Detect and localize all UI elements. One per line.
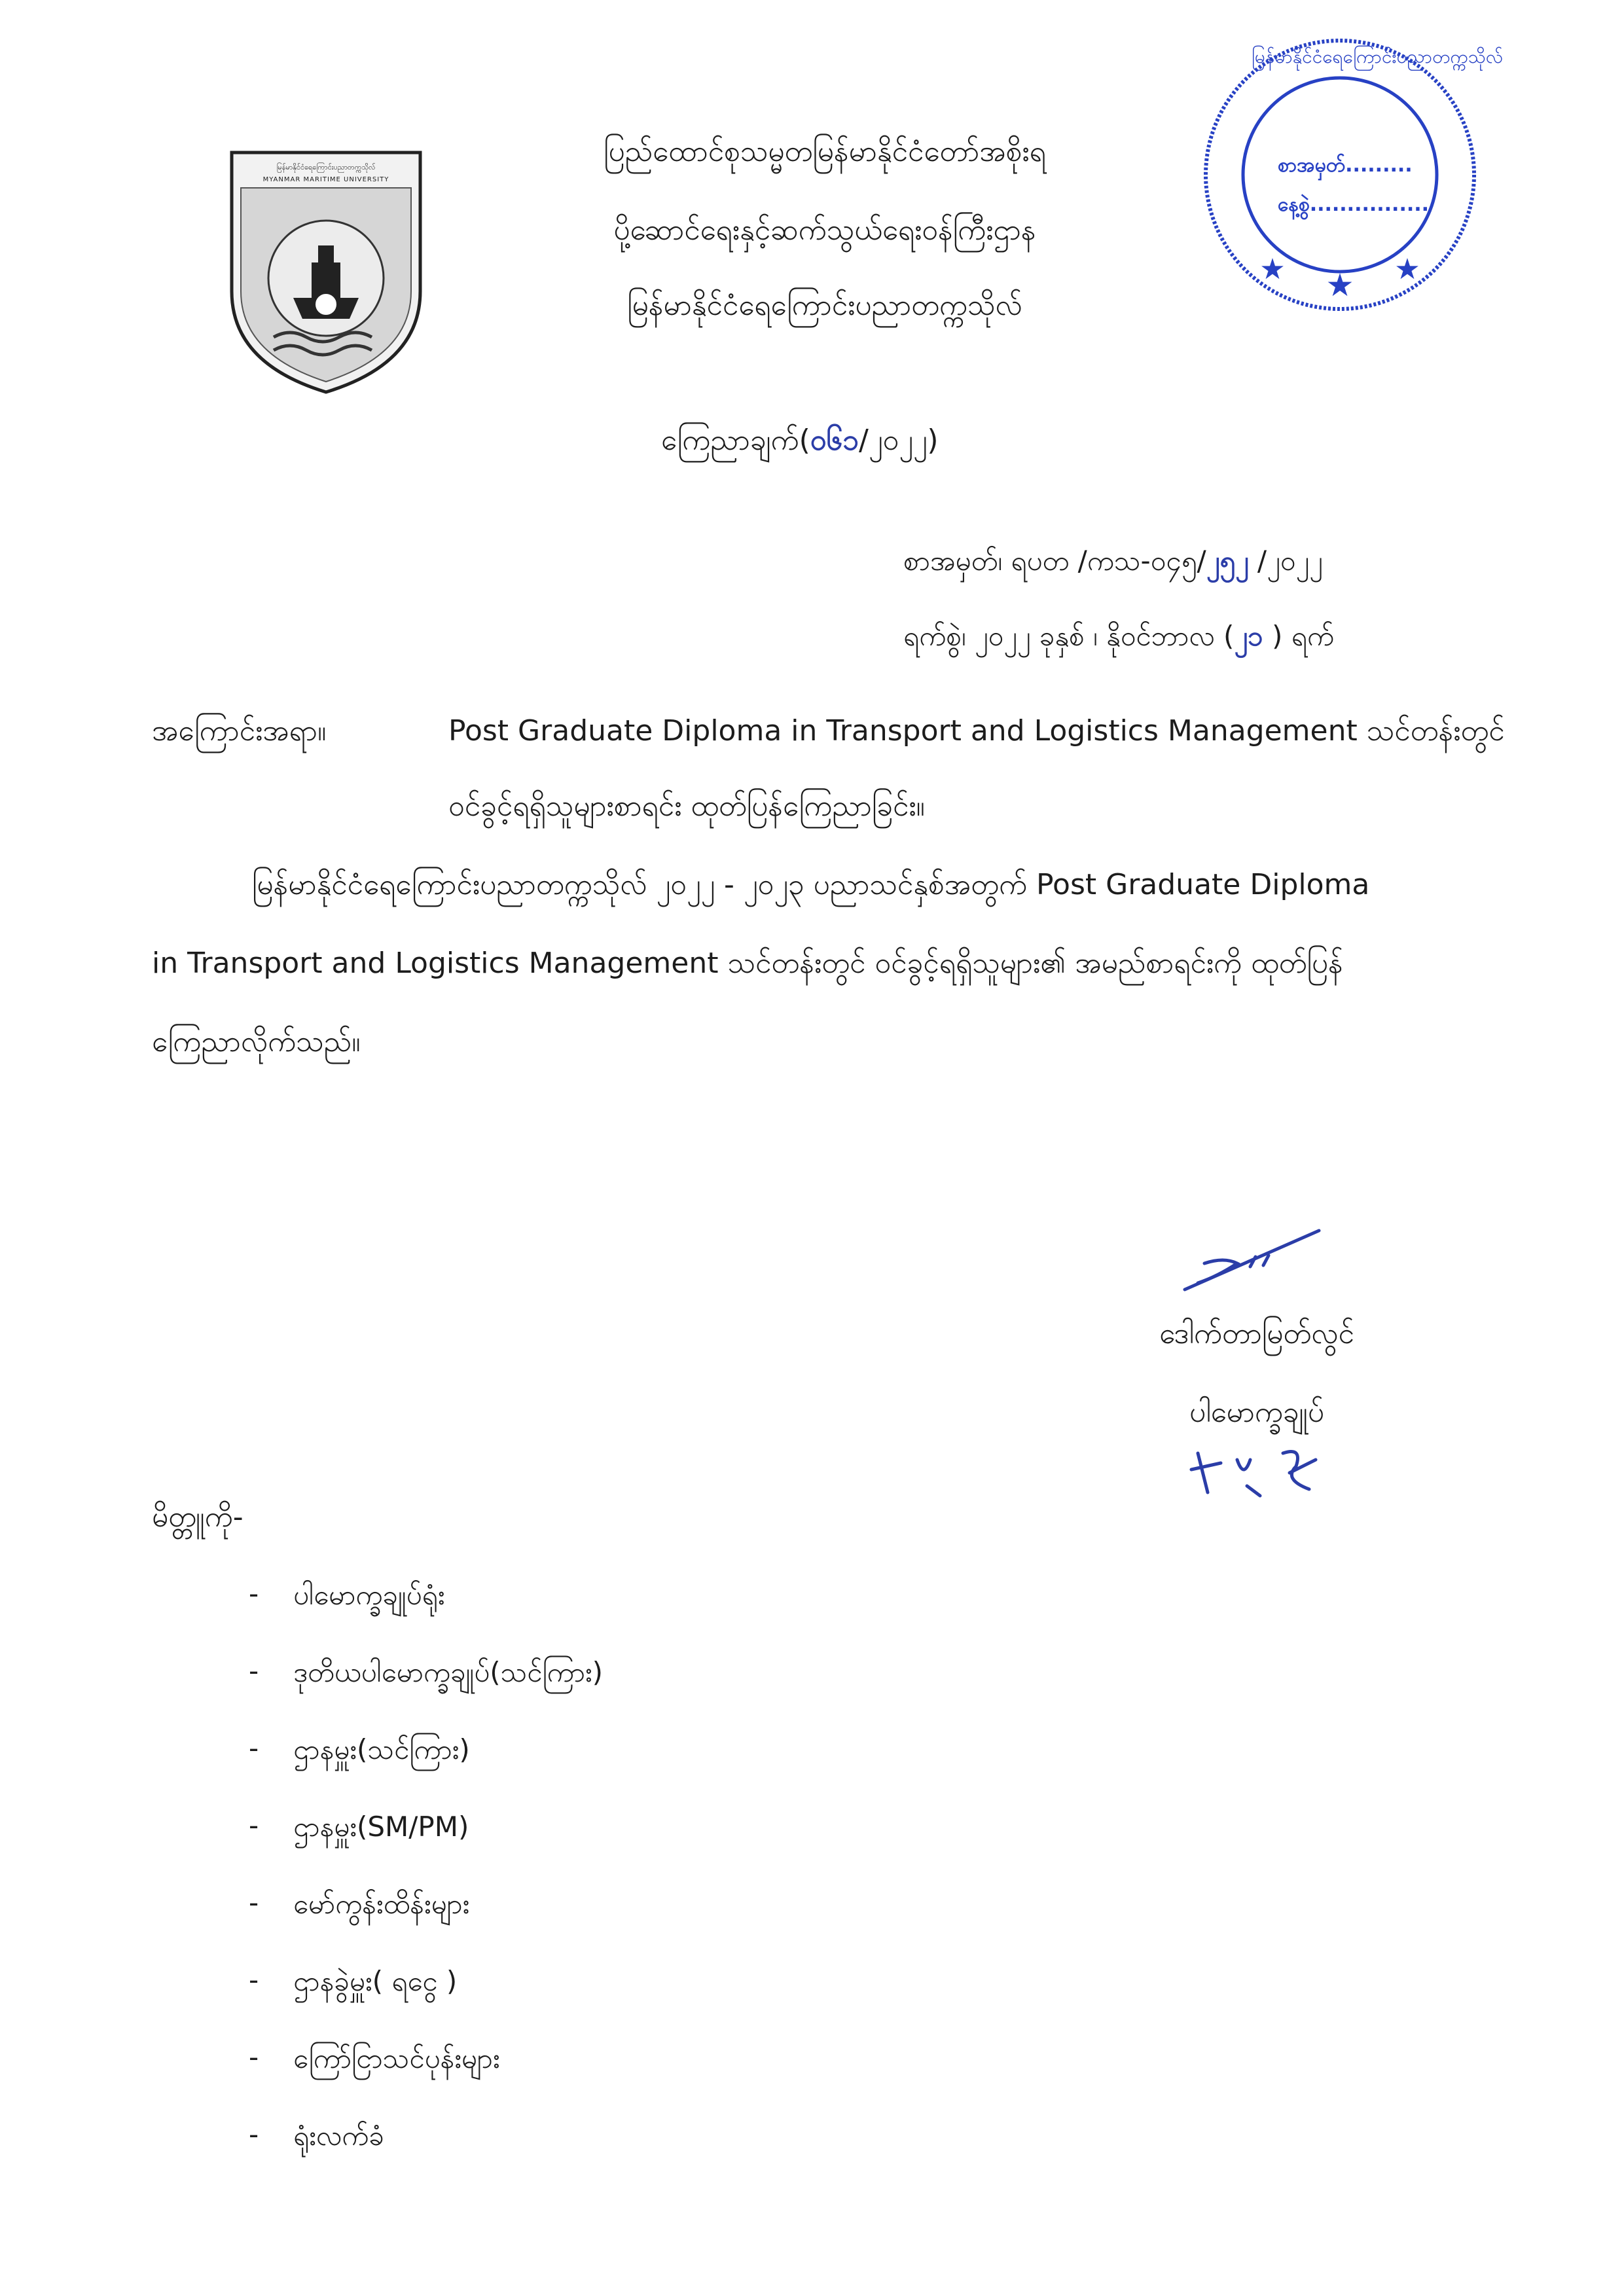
reference-suffix: /၂၀၂၂ [1248,545,1323,577]
signature-scribble [1178,1218,1329,1303]
list-dash: - [249,1655,259,1687]
stamp-star-left: ★ [1259,253,1286,286]
cc-item-text: ဌာနမှူး(SM/PM) [293,1811,469,1843]
stamp-star-right: ★ [1394,253,1420,286]
document-date [903,619,1334,659]
paragraph-line-3: ကြေညာလိုက်သည်။ [152,1025,361,1058]
paragraph-line-2: in Transport and Logistics Management သင်တန်းတွင် ဝင်ခွင့်ရရှိသူများ၏ အမည်စာရင်းကို ထုတ်ပြန် [152,947,1343,980]
cc-item-text: ဌာနမှူး(သင်ကြား) [293,1733,470,1765]
header-ministry-line: ပို့ဆောင်ရေးနှင့်ဆက်သွယ်ရေးဝန်ကြီးဌာန [613,213,1036,247]
notice-number [661,422,939,464]
university-logo [228,147,424,396]
header-government-line: ပြည်ထောင်စုသမ္မတမြန်မာနိုင်ငံတော်အစိုးရ [604,135,1046,168]
stamp-date-line: နေ့စွဲ................ [1278,193,1430,216]
list-dash: - [249,1732,259,1764]
logo-top-text: မြန်မာနိုင်ငံရေကြောင်းပညာတက္ကသိုလ် [276,163,376,172]
header-university-line: မြန်မာနိုင်ငံရေကြောင်းပညာတက္ကသိုလ် [627,289,1022,322]
date-handwritten-day: ၂၁ [1234,620,1263,652]
stamp-ring-text: မြန်မာနိုင်ငံရေကြောင်းပညာတက္ကသိုလ် [1252,46,1504,67]
cc-item-text: ပါမောက္ခချုပ်ရုံး [293,1579,445,1611]
subject-label: အကြောင်းအရာ။ [152,714,327,748]
stamp-star-bottom: ★ [1326,267,1354,304]
list-dash: - [249,2041,259,2073]
subject-line-2: ဝင်ခွင့်ရရှိသူများစာရင်း ထုတ်ပြန်ကြေညာခြင်း။ [448,789,925,823]
list-dash: - [249,1578,259,1610]
official-stamp [1199,34,1504,316]
cc-label: မိတ္တူကို- [152,1500,244,1534]
cc-item-text: ကြော်ငြာသင်ပုန်းများ [293,2042,500,2074]
notice-handwritten-number: ၀၆၁ [810,424,859,457]
list-dash: - [249,1809,259,1841]
notice-prefix: ကြေညာချက်( [661,424,810,457]
date-prefix: ရက်စွဲ၊ ၂၀၂၂ ခုနှစ် ၊ နိုဝင်ဘာလ ( [903,620,1235,652]
reference-number [903,543,1323,584]
signatory-name: ဒေါက်တာမြတ်လွင် [1159,1317,1354,1350]
paragraph-line-1: မြန်မာနိုင်ငံရေကြောင်းပညာတက္ကသိုလ် ၂၀၂၂ - ၂၀၂၃ ပညာသင်နှစ်အတွက် Post Graduate Diploma [252,868,1370,901]
cc-item-text: ရုံးလက်ခံ [293,2120,384,2152]
cc-item-text: ဒုတိယပါမောက္ခချုပ်(သင်ကြား) [293,1656,603,1688]
cc-item-text: မော်ကွန်းထိန်းများ [293,1888,470,1920]
list-dash: - [249,1964,259,1996]
subject-line-1: Post Graduate Diploma in Transport and Logistics Management သင်တန်းတွင် [448,714,1505,748]
stamp-ref-line: စာအမှတ်......... [1278,154,1413,177]
signatory-title: ပါမောက္ခချုပ် [1189,1396,1324,1429]
list-dash: - [249,2118,259,2150]
initials-scribble [1185,1434,1329,1506]
reference-handwritten-number: ၂၅၂ [1206,545,1249,577]
logo-caption: MYANMAR MARITIME UNIVERSITY [262,176,389,183]
cc-item-text: ဌာနခွဲမှူး( ရငွေ ) [293,1965,458,1997]
crest-emblem [228,147,424,396]
date-suffix: ) ရက် [1263,620,1334,652]
list-dash: - [249,1887,259,1919]
reference-prefix: စာအမှတ်၊ ရပတ /ကသ-၀၄၅/ [903,545,1206,577]
notice-suffix: /၂၀၂၂) [859,424,939,457]
